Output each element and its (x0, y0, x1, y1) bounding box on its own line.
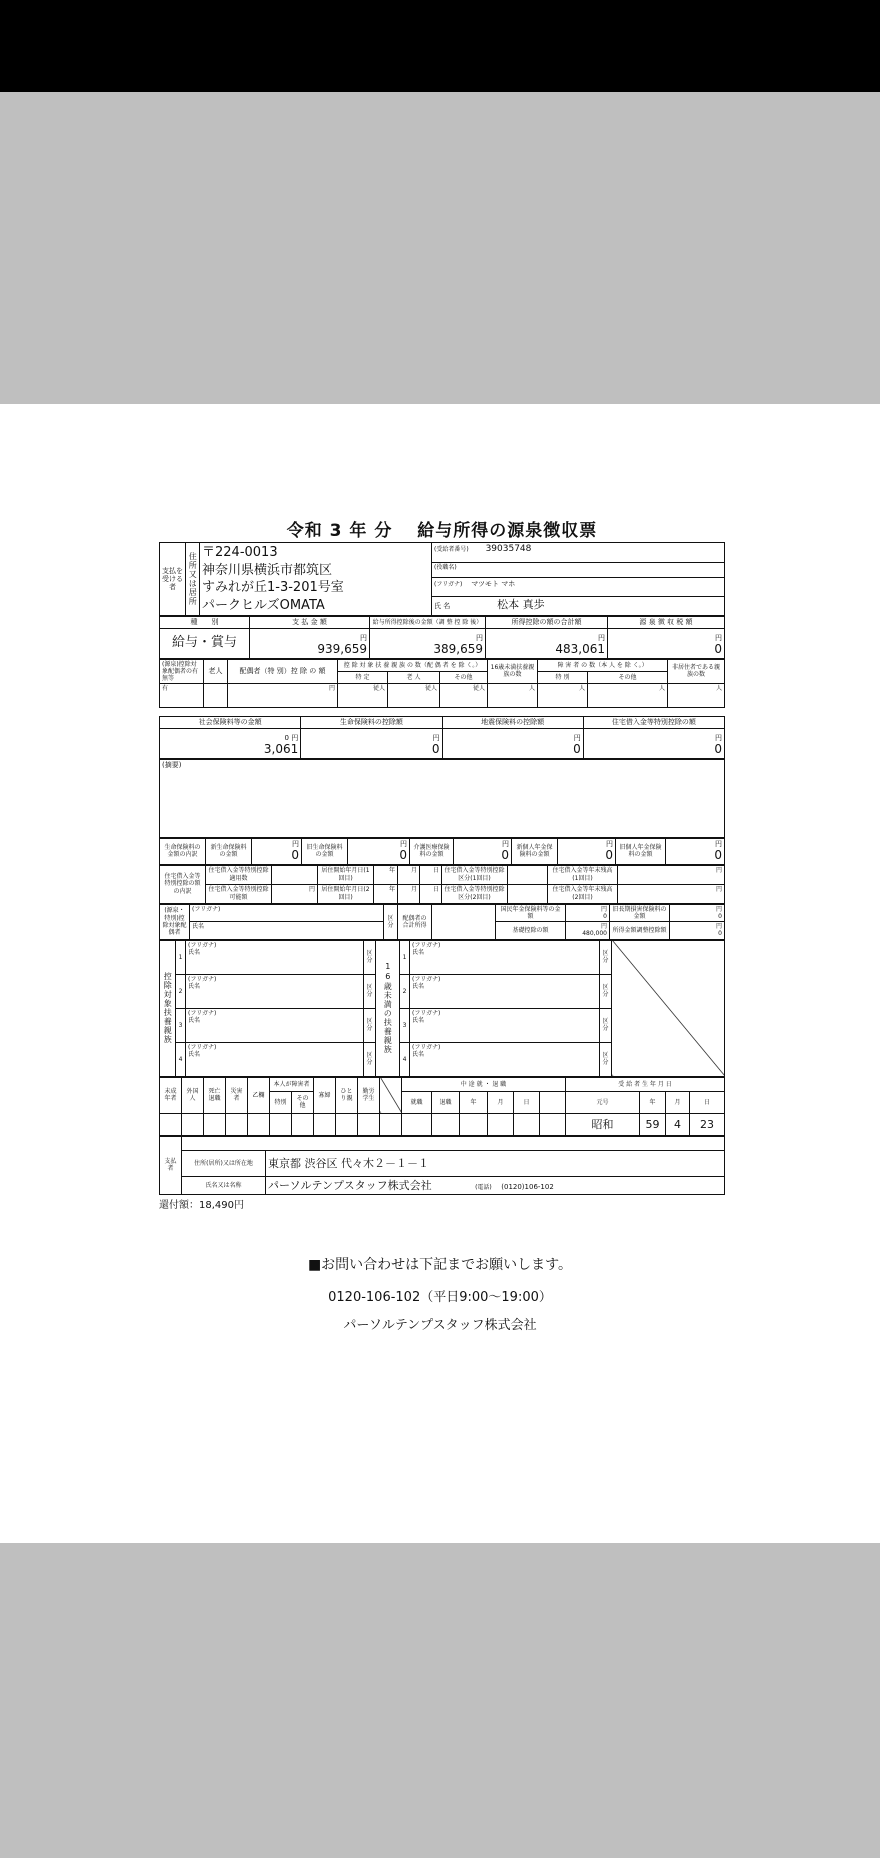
after-deduction-header: 給与所得控除後の金額（調 整 控 除 後） (370, 617, 486, 628)
housing-loan-detail: 住宅借入金等特別控除の額の内訳 住宅借入金等特別控除適用数 居住開始年月日(1回目) 年 月 日 住宅借入金等特別控除区分(1回目) 住宅借入金等年末残高(1回目) 円 住宅借入金等特別控除可能額 円 居住開始年月日(2回目) 年 月 日 住宅借入金等特別控除区分(2回目) 住宅借入金等年末残高(2回目) 円 (159, 865, 725, 904)
amount-table (159, 616, 725, 658)
payee-name: 氏 名 松本 真歩 (432, 596, 725, 616)
blank-diagonal (612, 940, 725, 1076)
life-insurance-label: 生命保険料の控除額 (301, 717, 442, 728)
payee-address (200, 543, 432, 616)
deduction-total-value: 円 483,061 (486, 628, 608, 658)
life-insurance-detail: 生命保険料の金額の内訳 新生命保険料の金額 円 0 旧生命保険料の金額 円 0 介護医療保険料の金額 円 0 新個人年金保険料の金額 円 0 旧個人年金保険料の金額 円 0 (159, 838, 725, 865)
spouse-row: (源泉・特別)控除対象配偶者 (フリガナ) 区分 配偶者の合計所得 国民年金保険料等の金額 円 0 旧長期損害保険料の金額 円 0 氏名 基礎控除の額 円 480,000 所得金額調整控除額 円 0 (159, 904, 725, 940)
payee-kana: (フリガナ) マツモト マホ (432, 577, 725, 596)
payer-address: 東京都 渋谷区 代々木２－１－１ (266, 1150, 725, 1176)
remarks-label: (摘要) (160, 759, 725, 837)
dependents-label: 控除対象扶養親族 (160, 940, 176, 1076)
type-header: 種 別 (160, 617, 250, 628)
after-deduction-value: 円 389,659 (370, 628, 486, 658)
spouse-deduction-label: 配偶者（特 別）控 除 の 額 (228, 659, 338, 684)
position-label: (役職名) (432, 562, 725, 577)
birth-day: 23 (690, 1113, 725, 1135)
payee-address-label: 住所又は居所 (186, 543, 200, 616)
contact-company: パーソルテンプスタッフ株式会社 (343, 1318, 537, 1333)
life-insurance-value: 円 0 (301, 728, 442, 758)
housing-loan-label: 住宅借入金等特別控除の額 (583, 717, 724, 728)
birth-year: 59 (640, 1113, 666, 1135)
social-insurance-value: 0 円 3,061 (160, 728, 301, 758)
payment-value: 円 939,659 (250, 628, 370, 658)
payee-postal: 〒224-0013 (202, 545, 278, 560)
dependents-summary: (源泉)控除対象配偶者の有無等 老人 配偶者（特 別）控 除 の 額 控 除 対 象 扶 養 親 族 の 数（配 偶 者 を 除 く。） 16歳未満扶養親族の数 障 害 者 の 数（本 人 を 除 く。） 非居住者である親族の数 特 定 老 人 その他 特 別 その他 有 円 従人 従人 従人 人 人 人 人 (159, 659, 725, 709)
recipient-number-value: 39035748 (485, 544, 532, 554)
payer-block: 支払者 住所(居所)又は所在地 東京都 渋谷区 代々木２－１－１ 氏名又は名称 パーソルテンプスタッフ株式会社 (電話) (0120)106-102 (159, 1136, 725, 1195)
insurance-table (159, 716, 725, 758)
disabled-count-label: 障 害 者 の 数（本 人 を 除 く。） (538, 659, 668, 671)
housing-loan-value: 円 0 (583, 728, 724, 758)
bottom-margin (0, 1543, 880, 1858)
elderly-label: 老人 (204, 659, 228, 684)
payee-address-line3: パークヒルズOMATA (202, 597, 325, 613)
under16-count-label: 16歳未満扶養親族の数 (488, 659, 538, 684)
withholding-header: 源 泉 徴 収 税 額 (608, 617, 725, 628)
contact-phone: 0120-106-102（平日9:00～19:00） (328, 1290, 552, 1305)
payee-label: 支払を受ける者 (160, 543, 186, 616)
recipient-number: (受給者番号) 39035748 (432, 543, 725, 563)
type-value: 給与・賞与 (160, 628, 250, 658)
spouse-flag-label: (源泉)控除対象配偶者の有無等 (160, 659, 204, 684)
payee-block (159, 542, 725, 616)
status-flags: 未成年者 外国人 死亡退職 災害者 乙欄 本人が障害者 寡婦 ひとり親 勤労学生 中 途 就 ・ 退 職 受 給 者 生 年 月 日 特別 その他 就職 退職 年 月 日 元号 年 月 日 昭和 59 4 23 (159, 1077, 725, 1136)
deduction-total-header: 所得控除の額の合計額 (486, 617, 608, 628)
top-margin (0, 92, 880, 404)
nonresident-label: 非居住者である親族の数 (668, 659, 725, 684)
birth-month: 4 (666, 1113, 690, 1135)
withholding-value: 円 0 (608, 628, 725, 658)
refund-amount: 還付額：18,490円 (159, 1199, 244, 1211)
earthquake-insurance-value: 円 0 (442, 728, 583, 758)
document-title: 令和 3 年 分 給与所得の源泉徴収票 (286, 521, 598, 541)
payment-header: 支 払 金 額 (250, 617, 370, 628)
payee-name-value: 松本 真歩 (497, 597, 545, 611)
payee-address-line1: 神奈川県横浜市都筑区 (202, 562, 333, 578)
payee-address-line2: すみれが丘1-3-201号室 (202, 580, 344, 596)
dependents-table: 控除対象扶養親族 1 (フリガナ) 氏名 区分 16歳未満の扶養親族 1 (フリガナ) 氏名 区分 2 (フリガナ) 氏名 区分 2 (フリガナ) 氏名 区分 3 (フリガナ) 氏名 区分 3 (フリガナ) 氏名 区分 4 (フリガナ) 氏名 区分 4 (フリガナ) 氏名 区分 (159, 940, 725, 1077)
birth-era: 昭和 (566, 1113, 640, 1135)
spouse-label: (源泉・特別)控除対象配偶者 (160, 904, 190, 939)
payer-name: パーソルテンプスタッフ株式会社 (電話) (0120)106-102 (266, 1176, 725, 1194)
dependents-count-label: 控 除 対 象 扶 養 親 族 の 数（配 偶 者 を 除 く。） (338, 659, 488, 671)
earthquake-insurance-label: 地震保険料の控除額 (442, 717, 583, 728)
withholding-slip (159, 516, 725, 1211)
social-insurance-label: 社会保険料等の金額 (160, 717, 301, 728)
remarks-box (159, 759, 725, 838)
contact-notice: ■お問い合わせは下記までお願いします。 (307, 1257, 573, 1273)
payer-label: 支払者 (160, 1136, 182, 1194)
status-bar (0, 0, 880, 92)
under16-label: 16歳未満の扶養親族 (376, 940, 400, 1076)
